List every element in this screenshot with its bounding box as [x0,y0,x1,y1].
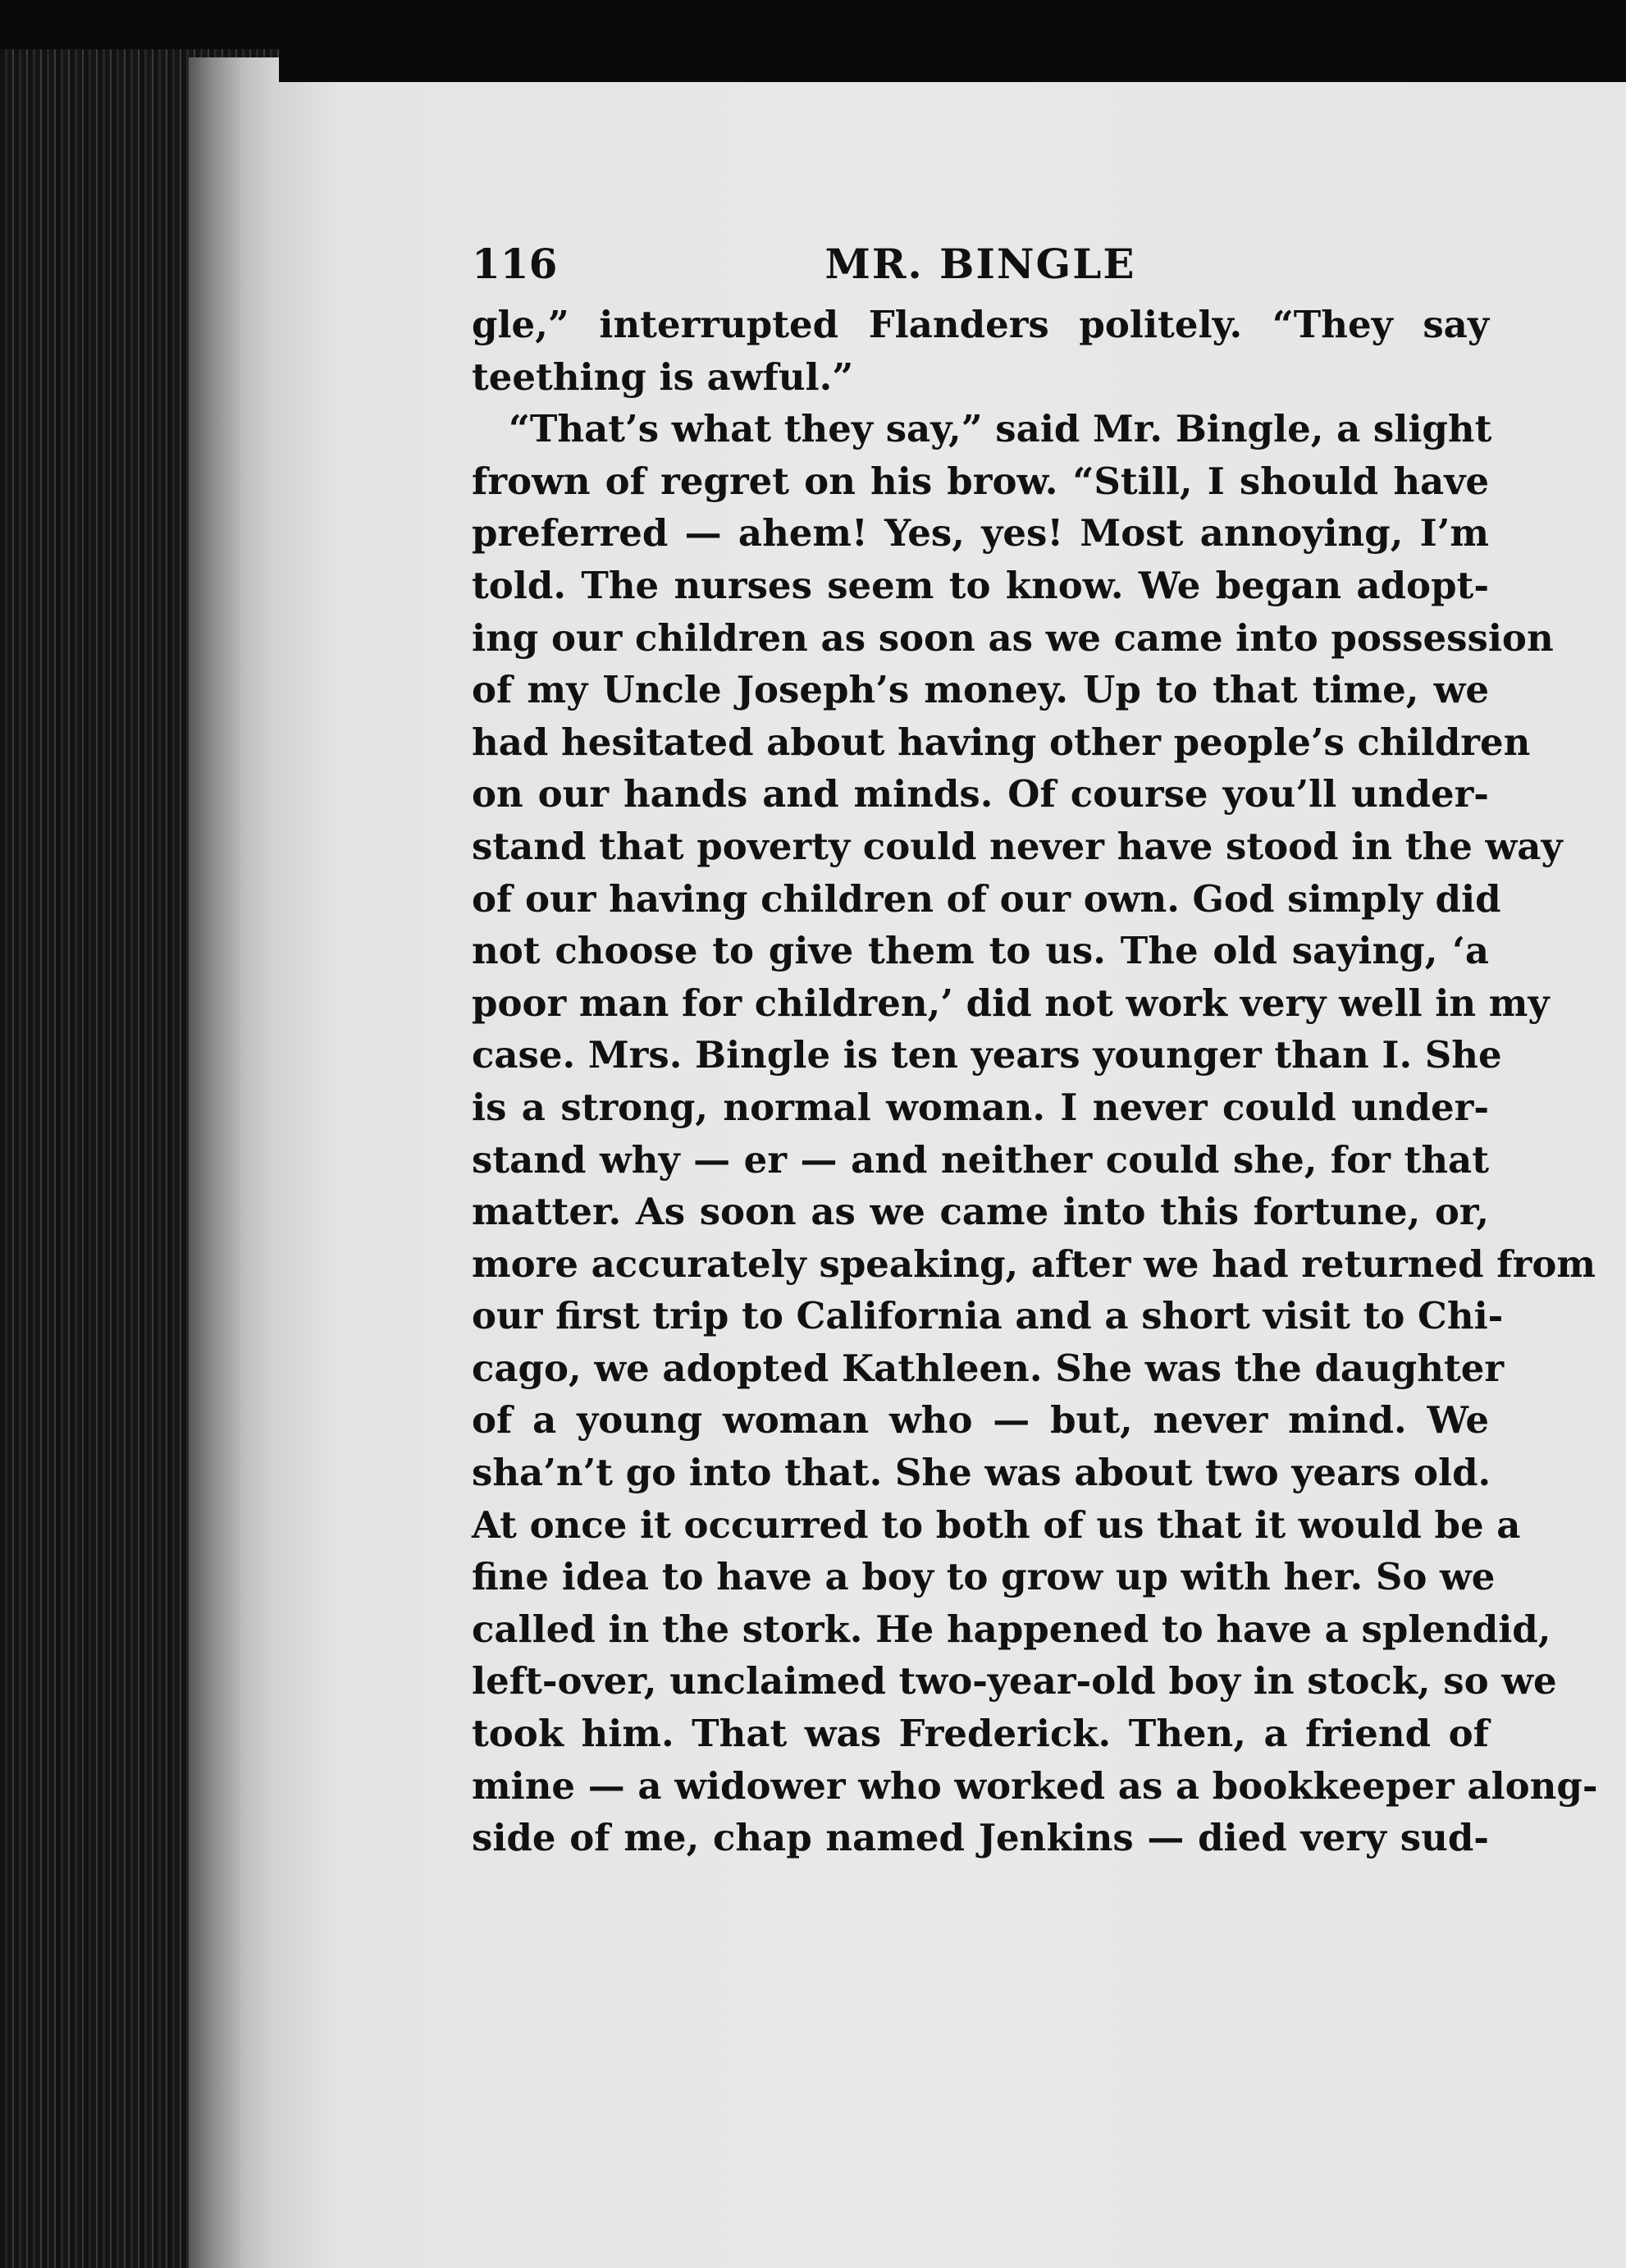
text-line: stand why — er — and neither could she, for that [472,1137,1489,1182]
text-line: fine idea to have a boy to grow up with her. So we [472,1555,1496,1599]
running-head [472,230,1489,299]
text-line: gle,” interrupted Flanders politely. “They say [472,303,1489,346]
text-line: preferred — ahem! Yes, yes! Most annoying, I’m [472,511,1489,556]
text-line: called in the stork. He happened to have a splendid, [472,1607,1551,1651]
text-line: told. The nurses seem to know. We began adopt- [472,563,1489,607]
text-line: frown of regret on his brow. “Still, I should have [472,459,1489,503]
text-line: our first trip to California and a short visit to Chi- [472,1294,1504,1338]
text-line: is a strong, normal woman. I never could under- [472,1085,1489,1129]
text-line: on our hands and minds. Of course you’ll under- [472,772,1489,816]
text-line: took him. That was Frederick. Then, a friend of [472,1712,1489,1756]
page-edges [189,57,279,2268]
text-line: of a young woman who — but, never mind. We [472,1398,1489,1443]
page-number: 116 [472,240,558,288]
running-title: MR. BINGLE [824,240,1136,288]
text-line: of our having children of our own. God simply did [472,876,1501,921]
text-line: left-over, unclaimed two-year-old boy in stock, so we [472,1659,1557,1703]
text-line: ing our children as soon as we came into possession [472,615,1554,660]
text-line: had hesitated about having other people’s children [472,720,1531,764]
text-line: cago, we adopted Kathleen. She was the daughter [472,1346,1505,1390]
text-line: matter. As soon as we came into this fortune, or, [472,1190,1489,1234]
text-line: not choose to give them to us. The old saying, ‘a [472,929,1489,973]
text-line: mine — a widower who worked as a bookkeeper along- [472,1763,1598,1808]
text-line: more accurately speaking, after we had returned from [472,1241,1596,1286]
text-line: of my Uncle Joseph’s money. Up to that time, we [472,668,1489,712]
page-text [472,230,1598,1864]
text-line: “That’s what they say,” said Mr. Bingle, a slight [509,407,1492,451]
text-line: At once it occurred to both of us that it would be a [472,1502,1521,1547]
text-line: poor man for children,’ did not work very well in my [472,981,1550,1025]
text-line: stand that poverty could never have stood in the way [472,824,1563,868]
text-line: side of me, chap named Jenkins — died very sud- [472,1816,1489,1860]
text-line: sha’n’t go into that. She was about two years old. [472,1451,1491,1495]
text-line: case. Mrs. Bingle is ten years younger than I. She [472,1033,1502,1077]
text-line: teething is awful.” [472,354,854,399]
